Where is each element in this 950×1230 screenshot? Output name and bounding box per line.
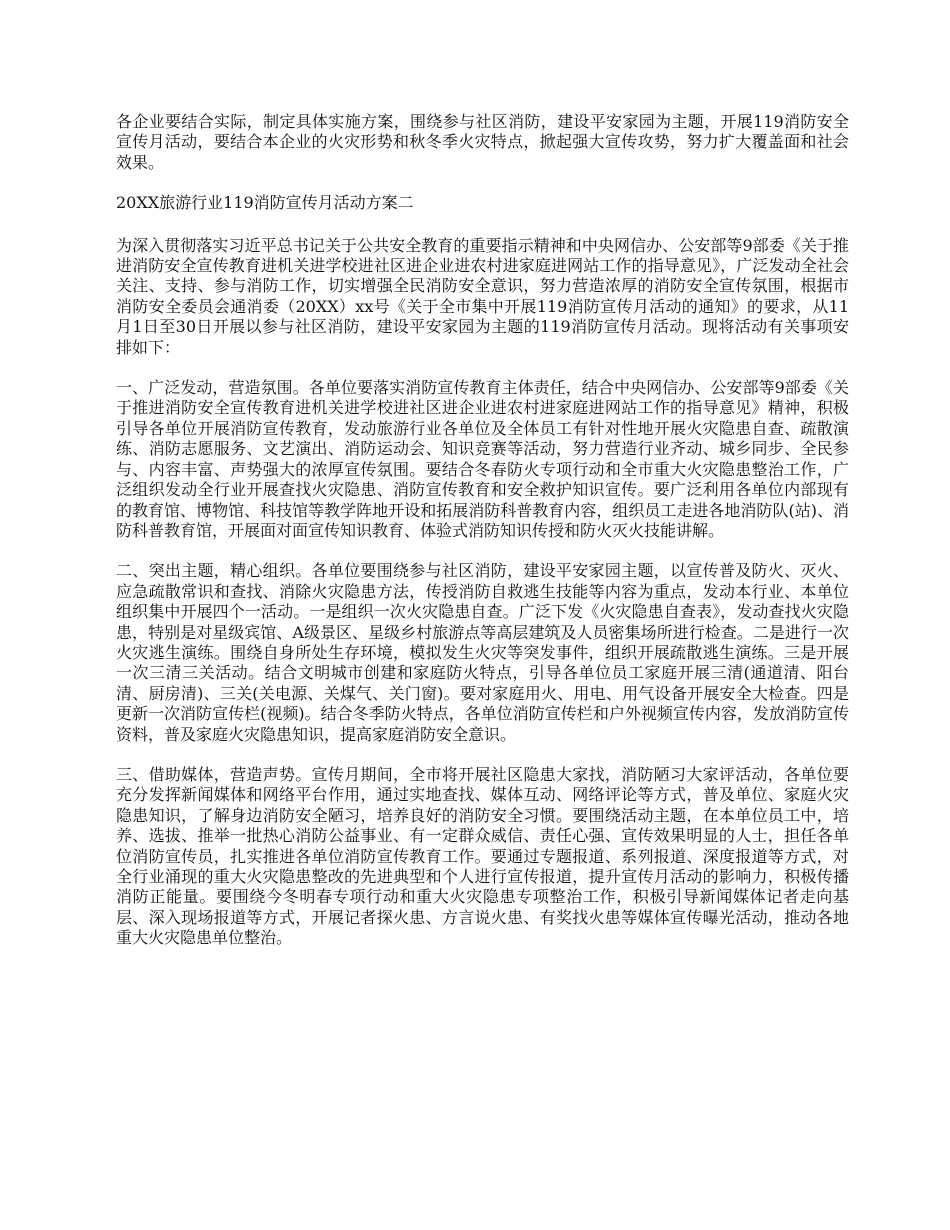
document-body — [116, 112, 849, 969]
section-title: 20XX旅游行业119消防宣传月活动方案二 — [116, 193, 414, 213]
paragraph-intro: 各企业要结合实际，制定具体实施方案，围绕参与社区消防，建设平安家园为主题，开展119消防安全宣传月活动，要结合本企业的火灾形势和秋冬季火灾特点，掀起强大宣传攻势，努力扩大覆盖面和社会效果。 — [116, 112, 849, 172]
paragraph-preface: 为深入贯彻落实习近平总书记关于公共安全教育的重要指示精神和中央网信办、公安部等9部委《关于推进消防安全宣传教育进机关进学校进社区进企业进农村进家庭进网站工作的指导意见》，广泛发动全社会关注、支持、参与消防工作，切实增强全民消防安全意识，努力营造浓厚的消防安全宣传氛围，根据市消防安全委员会通消委（20XX）xx号《关于全市集中开展119消防宣传月活动的通知》的要求，从11月1日至30日开展以参与社区消防，建设平安家园为主题的119消防宣传月活动。现将活动有关事项安排如下： — [116, 235, 849, 357]
paragraph-item-2: 二、突出主题，精心组织。各单位要围绕参与社区消防，建设平安家园主题，以宣传普及防火、灭火、应急疏散常识和查找、消除火灾隐患方法，传授消防自救逃生技能等内容为重点，发动本行业、本单位组织集中开展四个一活动。一是组织一次火灾隐患自查。广泛下发《火灾隐患自查表》，发动查找火灾隐患，特别是对星级宾馆、A级景区、星级乡村旅游点等高层建筑及人员密集场所进行检查。二是进行一次火灾逃生演练。围绕自身所处生存环境，模拟发生火灾等突发事件，组织开展疏散逃生演练。三是开展一次三清三关活动。结合文明城市创建和家庭防火特点，引导各单位员工家庭开展三清(通道清、阳台清、厨房清)、三关(关电源、关煤气、关门窗)。要对家庭用火、用电、用气设备开展安全大检查。四是更新一次消防宣传栏(视频)。结合冬季防火特点，各单位消防宣传栏和户外视频宣传内容，发放消防宣传资料，普及家庭火灾隐患知识，提高家庭消防安全意识。 — [116, 561, 849, 744]
paragraph-item-3: 三、借助媒体，营造声势。宣传月期间，全市将开展社区隐患大家找，消防陋习大家评活动，各单位要充分发挥新闻媒体和网络平台作用，通过实地查找、媒体互动、网络评论等方式，普及单位、家庭火灾隐患知识，了解身边消防安全陋习，培养良好的消防安全习惯。要围绕活动主题，在本单位员工中，培养、选拔、推举一批热心消防公益事业、有一定群众威信、责任心强、宣传效果明显的人士，担任各单位消防宣传员，扎实推进各单位消防宣传教育工作。要通过专题报道、系列报道、深度报道等方式，对全行业涌现的重大火灾隐患整改的先进典型和个人进行宣传报道，提升宣传月活动的影响力，积极传播消防正能量。要围绕今冬明春专项行动和重大火灾隐患专项整治工作，积极引导新闻媒体记者走向基层、深入现场报道等方式，开展记者探火患、方言说火患、有奖找火患等媒体宣传曝光活动，推动各地重大火灾隐患单位整治。 — [116, 764, 849, 948]
paragraph-item-1: 一、广泛发动，营造氛围。各单位要落实消防宣传教育主体责任，结合中央网信办、公安部等9部委《关于推进消防安全宣传教育进机关进学校进社区进企业进农村进家庭进网站工作的指导意见》精神，积极引导各单位开展消防宣传教育，发动旅游行业各单位及全体员工有针对性地开展火灾隐患自查、疏散演练、消防志愿服务、文艺演出、消防运动会、知识竞赛等活动，努力营造行业齐动、城乡同步、全民参与、内容丰富、声势强大的浓厚宣传氛围。要结合冬春防火专项行动和全市重大火灾隐患整治工作，广泛组织发动全行业开展查找火灾隐患、消防宣传教育和安全救护知识宣传。要广泛利用各单位内部现有的教育馆、博物馆、科技馆等教学阵地开设和拓展消防科普教育内容，组织员工走进各地消防队(站)、消防科普教育馆，开展面对面宣传知识教育、体验式消防知识传授和防火灭火技能讲解。 — [116, 378, 849, 540]
